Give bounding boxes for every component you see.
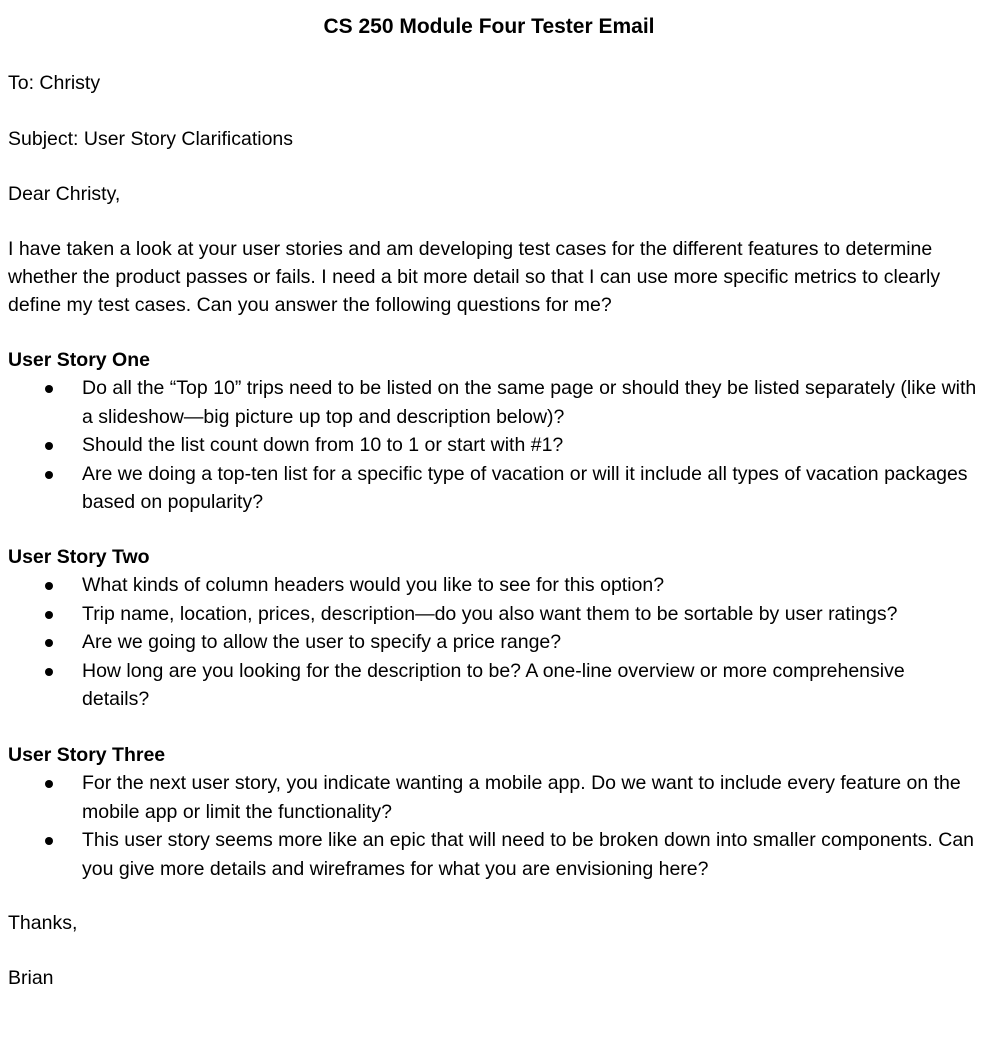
bullet-icon <box>45 668 53 676</box>
bullet-icon <box>45 639 53 647</box>
story-two-list <box>0 571 1000 714</box>
list-item <box>0 460 977 517</box>
to-line: To: Christy <box>8 72 101 94</box>
bullet-icon <box>45 582 53 590</box>
list-item <box>0 628 977 657</box>
list-item <box>0 826 977 883</box>
story-one-list <box>0 374 1000 517</box>
list-item-text: What kinds of column headers would you like to see for this option? <box>82 574 665 596</box>
list-item-text: Are we doing a top-ten list for a specific type of vacation or will it include all types of vacation packages based on popularity? <box>82 462 968 513</box>
story-three-heading: User Story Three <box>8 744 166 766</box>
bullet-icon <box>45 385 53 393</box>
list-item-text: Should the list count down from 10 to 1 or start with #1? <box>82 434 564 456</box>
bullet-icon <box>45 780 53 788</box>
closing: Thanks, <box>8 912 78 934</box>
list-item <box>0 571 977 600</box>
signature: Brian <box>8 967 54 989</box>
greeting: Dear Christy, <box>8 183 121 205</box>
story-one-heading: User Story One <box>8 349 150 371</box>
document-title: CS 250 Module Four Tester Email <box>323 15 655 38</box>
story-two-heading: User Story Two <box>8 546 150 568</box>
list-item <box>0 374 977 431</box>
list-item-text: Do all the “Top 10” trips need to be listed on the same page or should they be listed separately (like with a slideshow—big picture up top and description below)? <box>82 377 977 428</box>
story-three-list <box>0 769 1000 883</box>
bullet-icon <box>45 837 53 845</box>
list-item-text: This user story seems more like an epic that will need to be broken down into smaller components. Can you give more details and wireframes for what you are envisioning here? <box>82 829 975 880</box>
list-item-text: How long are you looking for the description to be? A one-line overview or more comprehensive details? <box>82 659 905 710</box>
subject-line: Subject: User Story Clarifications <box>8 128 294 150</box>
list-item <box>0 657 977 714</box>
bullet-icon <box>45 442 53 450</box>
list-item-text: Trip name, location, prices, description—do you also want them to be sortable by user ratings? <box>82 602 898 625</box>
list-item <box>0 769 977 826</box>
list-item-text: Are we going to allow the user to specify a price range? <box>82 631 562 653</box>
bullet-icon <box>45 611 53 619</box>
bullet-icon <box>45 471 53 479</box>
list-item <box>0 600 977 629</box>
intro-paragraph: I have taken a look at your user stories and am developing test cases for the different features to determine whether the product passes or fails. I need a bit more detail so that I can use more specific metrics to clearly define my test cases. Can you answer the following questions for me? <box>8 238 941 316</box>
list-item <box>0 431 977 460</box>
list-item-text: For the next user story, you indicate wanting a mobile app. Do we want to include every feature on the mobile app or limit the functionality? <box>82 772 961 823</box>
